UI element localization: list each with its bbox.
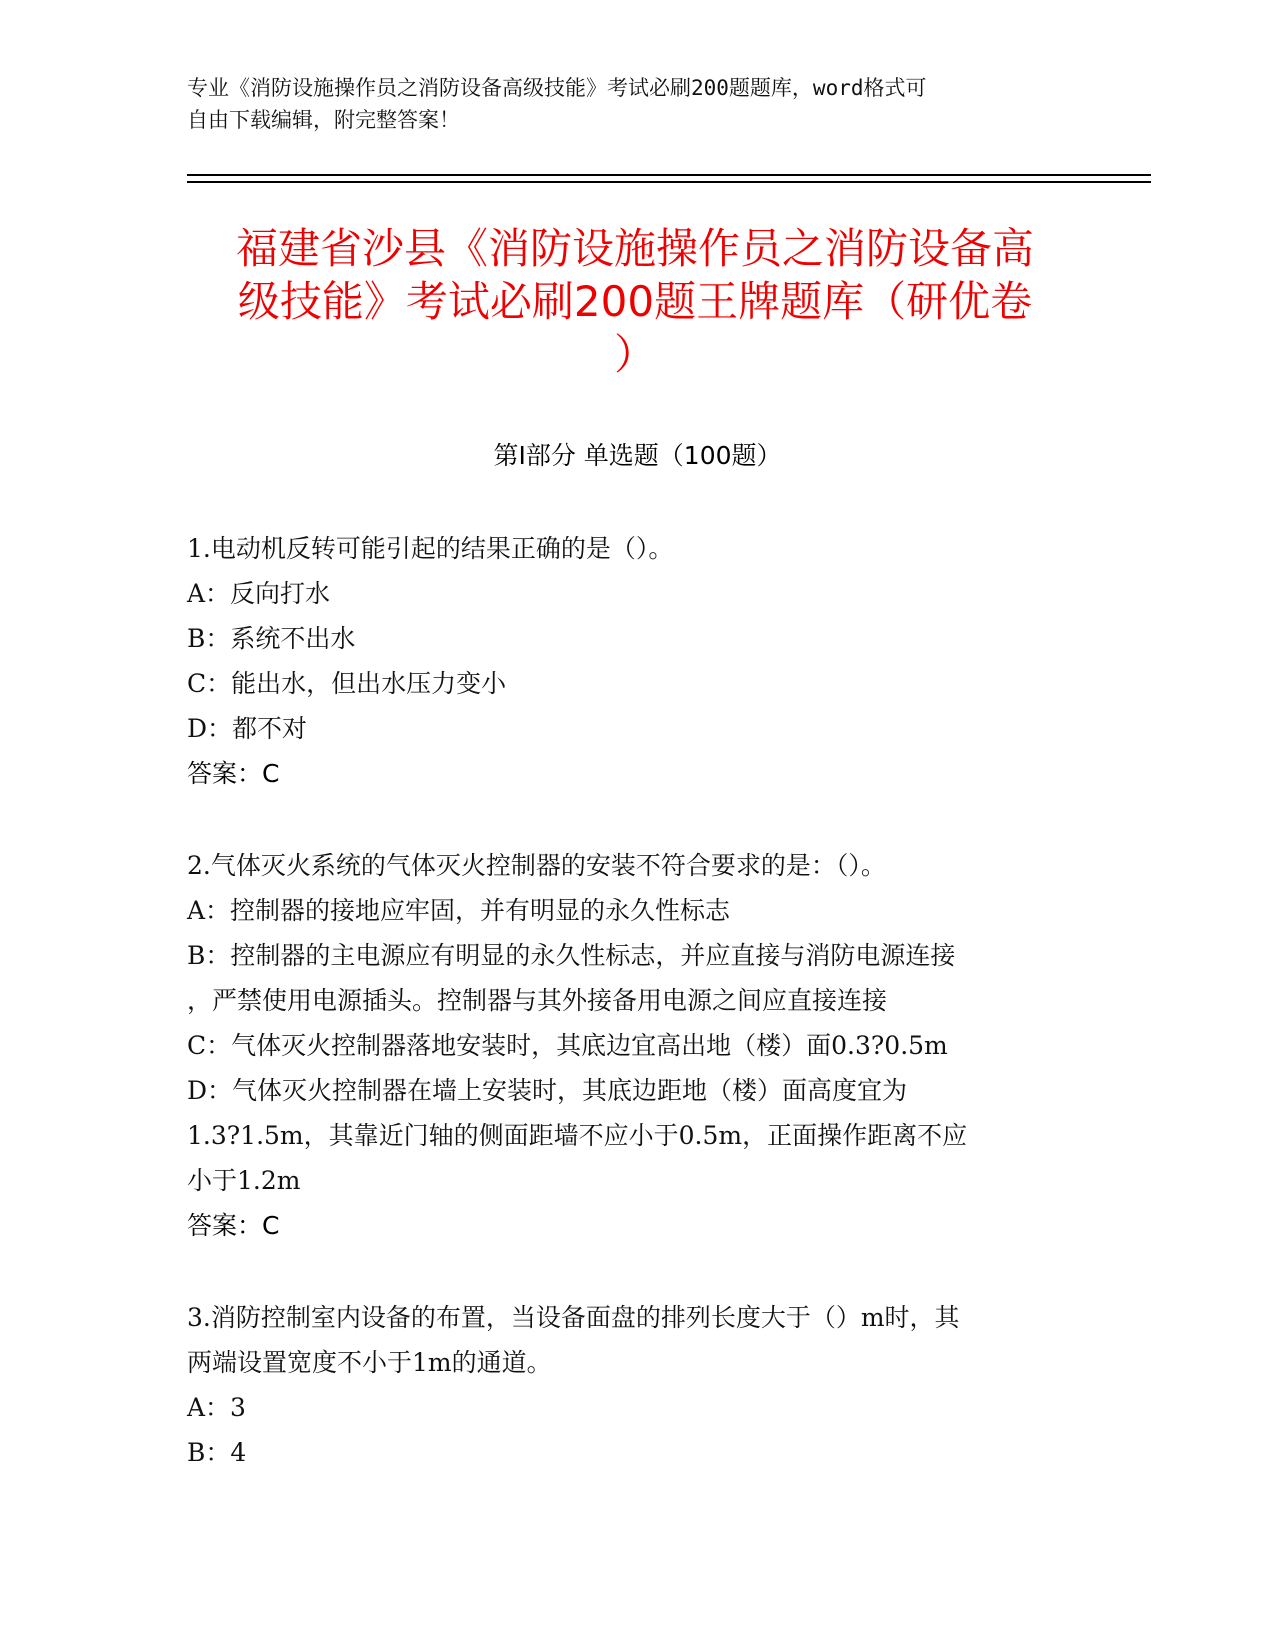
option-d: D：气体灭火控制器在墙上安装时，其底边距地（楼）面高度宜为 bbox=[187, 1076, 908, 1105]
header-rule-bottom bbox=[187, 181, 1151, 183]
option-a: A：控制器的接地应牢固，并有明显的永久性标志 bbox=[187, 896, 731, 925]
option-a: A：反向打水 bbox=[187, 579, 331, 608]
option-b: B：4 bbox=[187, 1438, 247, 1467]
answer: 答案：C bbox=[187, 759, 280, 788]
question-2 bbox=[187, 843, 1087, 1248]
option-a: A：3 bbox=[187, 1393, 246, 1422]
question-stem: 1.电动机反转可能引起的结果正确的是（）。 bbox=[187, 534, 674, 563]
title-line-2: 级技能》考试必刷200题王牌题库（研优卷 bbox=[237, 277, 1033, 326]
option-d-continued: 小于1.2m bbox=[187, 1166, 301, 1195]
option-d: D：都不对 bbox=[187, 714, 308, 743]
section-title: 第Ⅰ部分 单选题（100题） bbox=[493, 441, 782, 470]
question-list bbox=[187, 526, 1087, 1522]
header-note-line-2: 自由下载编辑，附完整答案！ bbox=[187, 108, 460, 132]
option-b-continued: ，严禁使用电源插头。控制器与其外接备用电源之间应直接连接 bbox=[187, 986, 888, 1015]
document-title bbox=[180, 222, 1090, 381]
option-c: C：能出水，但出水压力变小 bbox=[187, 669, 507, 698]
title-line-1: 福建省沙县《消防设施操作员之消防设备高 bbox=[235, 224, 1034, 273]
question-stem: 2.气体灭火系统的气体灭火控制器的安装不符合要求的是：（）。 bbox=[187, 851, 886, 880]
question-stem: 3.消防控制室内设备的布置，当设备面盘的排列长度大于（）m时，其 bbox=[187, 1303, 960, 1332]
answer: 答案：C bbox=[187, 1211, 280, 1240]
title-line-3: ） bbox=[613, 330, 656, 379]
option-c: C：气体灭火控制器落地安装时，其底边宜高出地（楼）面0.3?0.5m bbox=[187, 1031, 948, 1060]
option-b: B：系统不出水 bbox=[187, 624, 356, 653]
header-note-line-1: 专业《消防设施操作员之消防设备高级技能》考试必刷200题题库，word格式可 bbox=[187, 76, 927, 100]
header-rule-top bbox=[187, 174, 1151, 176]
header-note bbox=[187, 72, 1067, 136]
question-stem-continued: 两端设置宽度不小于1m的通道。 bbox=[187, 1348, 552, 1377]
question-3 bbox=[187, 1295, 1087, 1475]
question-1 bbox=[187, 526, 1087, 796]
option-b: B：控制器的主电源应有明显的永久性标志，并应直接与消防电源连接 bbox=[187, 941, 956, 970]
option-d-continued: 1.3?1.5m，其靠近门轴的侧面距墙不应小于0.5m，正面操作距离不应 bbox=[187, 1121, 968, 1150]
